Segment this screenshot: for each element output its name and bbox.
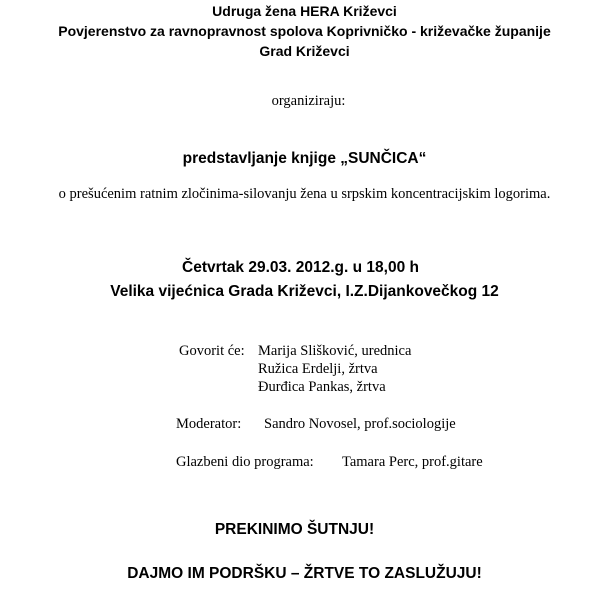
event-datetime: Četvrtak 29.03. 2012.g. u 18,00 h [182,259,419,276]
music-label: Glazbeni dio programa: [176,454,314,470]
moderator-label: Moderator: [176,416,242,432]
presentation-title: predstavljanje knjige „SUNČICA“ [182,150,427,167]
speakers-label: Govorit će: [179,343,245,359]
moderator-name: Sandro Novosel, prof.sociologije [264,416,456,432]
org-heading-3: Grad Križevci [259,43,350,59]
slogan-2: DAJMO IM PODRŠKU – ŽRTVE TO ZASLUŽUJU! [127,565,482,582]
music-name: Tamara Perc, prof.gitare [342,454,483,470]
speaker-item: Đurđica Pankas, žrtva [258,379,386,395]
speaker-item: Ružica Erdelji, žrtva [258,361,378,377]
presentation-subtitle: o prešućenim ratnim zločinima-silovanju žena u srpskim koncentracijskim logorima. [58,186,551,202]
org-heading-1: Udruga žena HERA Križevci [212,3,397,19]
speaker-item: Marija Slišković, urednica [258,343,412,359]
event-venue: Velika vijećnica Grada Križevci, I.Z.Dijankovečkog 12 [110,283,499,300]
organize-text: organiziraju: [271,93,346,109]
org-heading-2: Povjerenstvo za ravnopravnost spolova Koprivničko - križevačke županije [58,23,551,39]
slogan-1: PREKINIMO ŠUTNJU! [214,521,375,538]
